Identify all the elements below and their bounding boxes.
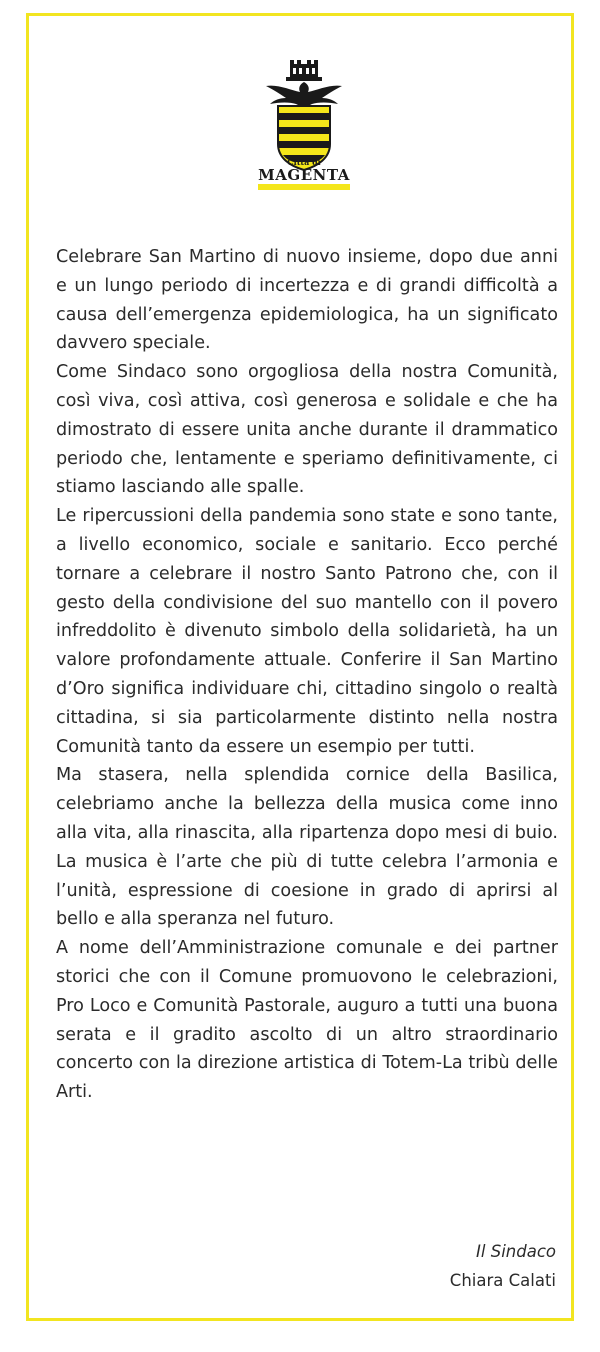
logo-city-name: MAGENTA — [258, 166, 350, 184]
signature-name: Chiara Calati — [449, 1271, 556, 1290]
paragraph: Le ripercussioni della pandemia sono state e sono tante, a livello economico, sociale e sanitario. Ecco perché tornare a celebrare il nostro Santo Patrono che, con il gesto della condivisione del suo mantello con il povero infreddolito è divenuto simbolo della solidarietà, ha un valore profondamente attuale. Conferire il San Martino d’Oro significa individuare chi, cittadino singolo o realtà cittadina, si sia particolarmente distinto nella nostra Comunità tanto da essere un esempio per tutti. — [56, 506, 558, 757]
paragraph: Ma stasera, nella splendida cornice della Basilica, celebriamo anche la bellezza della musica come inno alla vita, alla rinascita, alla ripartenza dopo mesi di buio. La musica è l’arte che più di tutte celebra l’armonia e l’unità, espressione di coesione in grado di aprirsi al bello e alla speranza nel futuro. — [56, 765, 558, 930]
signature-block — [450, 1237, 556, 1295]
logo-small-text: Città di — [287, 157, 321, 167]
message-body — [56, 243, 558, 1107]
signature-title: Il Sindaco — [476, 1242, 556, 1261]
paragraph: Celebrare San Martino di nuovo insieme, dopo due anni e un lungo periodo di incertezza e di grandi difficoltà a causa dell’emergenza epidemiologica, ha un significato davvero speciale. — [56, 247, 558, 354]
paragraph: Come Sindaco sono orgogliosa della nostra Comunità, così viva, così attiva, così generosa e solidale e che ha dimostrato di essere unita anche durante il drammatico periodo che, lentamente e speriamo definitivamente, ci stiamo lasciando alle spalle. — [56, 362, 558, 498]
logo-caption — [252, 158, 356, 190]
logo-underline-bar — [258, 184, 350, 190]
paragraph: A nome dell’Amministrazione comunale e dei partner storici che con il Comune promuovono le celebrazioni, Pro Loco e Comunità Pastorale, auguro a tutti una buona serata e il gradito ascolto di un altro straordinario concerto con la direzione artistica di Totem-La tribù delle Arti. — [56, 938, 558, 1103]
